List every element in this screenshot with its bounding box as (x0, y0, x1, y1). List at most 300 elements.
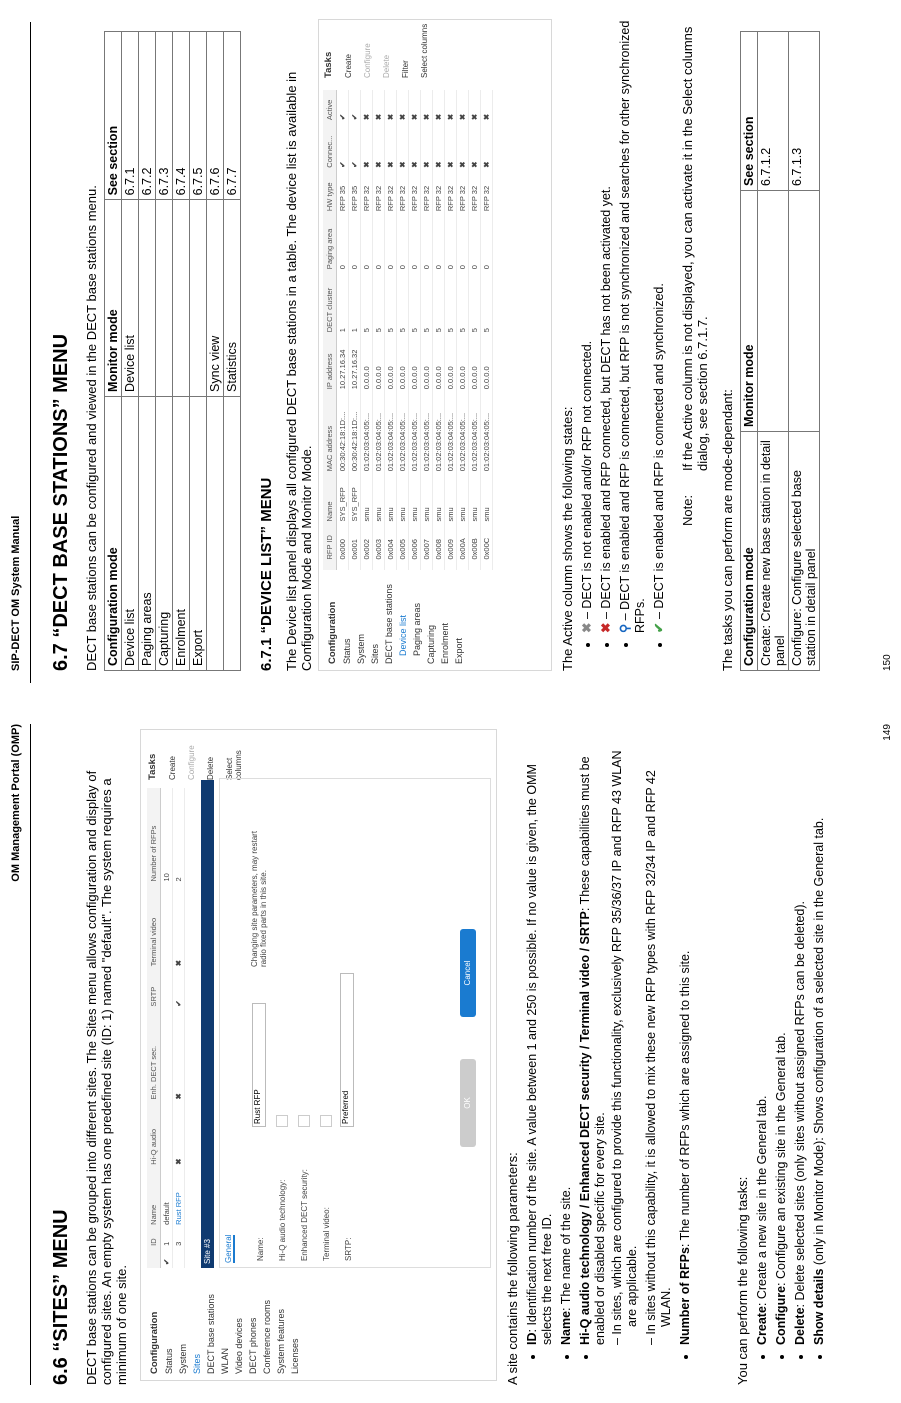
table-row (789, 32, 820, 671)
cell (161, 969, 173, 1009)
info-text: Changing site parameters, may restart radio fixed parts in this site. (250, 830, 268, 967)
row-checkbox[interactable] (361, 563, 373, 570)
label-srtp: SRTP: (344, 1237, 353, 1261)
task-create[interactable]: Create (344, 53, 353, 78)
param-label: ID (525, 1332, 539, 1345)
cell: 3 (173, 1228, 185, 1249)
task-item (774, 725, 789, 1345)
intro-paragraph: DECT base stations can be configured and viewed in the DECT base stations menu. (84, 185, 99, 671)
tab-general[interactable]: General (224, 1234, 233, 1263)
cell: 0x001 (349, 524, 361, 562)
cell: 6.7.1 (122, 32, 139, 200)
task-select-columns[interactable]: Select columns (420, 23, 429, 78)
cell: Sync view (207, 200, 224, 397)
col-header[interactable]: Paging area (323, 214, 337, 272)
sidebar-item[interactable]: Export (454, 637, 464, 664)
sidebar-item[interactable]: System (356, 633, 366, 664)
cell: 01:02:03:04:05:... (481, 392, 493, 474)
cell: 0x00C (481, 524, 493, 562)
table-header-row (147, 788, 161, 1268)
disconnected-icon: ✖ (445, 123, 457, 171)
cell: smu (433, 474, 445, 524)
sub-item: – In sites without this capability, it is allowed to mix these new RFP types with RFP 32/34 IP and RFP 42 WLAN. (644, 745, 674, 1327)
sidebar-item[interactable]: Video devices (234, 1318, 244, 1374)
col-header[interactable]: Hi-Q audio (147, 1103, 161, 1168)
col-header: Configuration mode (105, 396, 122, 670)
row-checkbox[interactable] (481, 563, 493, 570)
terminal-video-checkbox[interactable] (320, 1115, 332, 1127)
task-delete[interactable]: Delete (382, 54, 391, 78)
disconnected-icon: ✖ (433, 123, 445, 171)
device-list-screenshot (318, 19, 552, 671)
col-header[interactable] (147, 1249, 161, 1268)
row-checkbox[interactable] (337, 563, 349, 570)
tasks-panel (147, 730, 253, 780)
task-filter[interactable]: Filter (401, 60, 410, 78)
state-item (618, 8, 648, 633)
cell: 00:30:42:18:1D:... (349, 392, 361, 474)
enh-sec-checkbox[interactable] (298, 1115, 310, 1127)
col-header: See section (741, 32, 758, 191)
table-row[interactable] (433, 90, 445, 570)
disconnected-icon: ✖ (421, 123, 433, 171)
label-terminal-video: Terminal video: (322, 1207, 331, 1261)
cell: RFP 32 (397, 171, 409, 214)
cell: 0.0.0.0 (409, 335, 421, 392)
cell (190, 200, 207, 397)
cell: 01:02:03:04:05:... (373, 392, 385, 474)
cell: smu (385, 474, 397, 524)
col-header[interactable]: Active (323, 90, 337, 123)
cell: 01:02:03:04:05:... (469, 392, 481, 474)
table-row[interactable] (361, 90, 373, 570)
cell: 01:02:03:04:05:... (385, 392, 397, 474)
param-label: Hi-Q audio technology / Enhanced DECT security / Terminal video / SRTP (578, 911, 592, 1345)
row-checkbox[interactable] (457, 563, 469, 570)
table-row[interactable] (421, 90, 433, 570)
cell: 6.7.1.3 (789, 32, 820, 191)
cancel-button[interactable]: Cancel (460, 929, 476, 1017)
cell: Device list (122, 396, 139, 670)
state-text: – DECT is enabled and RFP is connected, but RFP is not synchronized and searches for other synchronized RFPs. (618, 20, 647, 633)
cell (161, 885, 173, 970)
state-item (599, 8, 614, 633)
param-text: : The number of RFPs which are assigned to this site. (678, 950, 692, 1248)
tasks-table (740, 31, 820, 671)
cell: 0 (361, 214, 373, 272)
sidebar-nav (149, 1284, 304, 1374)
col-header[interactable]: DECT cluster (323, 272, 337, 335)
table-row (758, 32, 789, 671)
col-header[interactable] (323, 563, 337, 570)
cell: 0.0.0.0 (373, 335, 385, 392)
row-checkbox[interactable] (397, 563, 409, 570)
row-checkbox[interactable] (421, 563, 433, 570)
dialog-title-bar: Site #3 (201, 780, 214, 1268)
param-text: : Identification number of the site. A value between 1 and 250 is possible. If no value is given, the OMM selects the next free ID. (525, 764, 554, 1345)
cell: RFP 35 (337, 171, 349, 214)
cell: Capturing (156, 396, 173, 670)
cell (156, 200, 173, 397)
cell: Paging areas (139, 396, 156, 670)
sidebar-item[interactable]: Status (342, 638, 352, 664)
ok-button[interactable]: OK (460, 1059, 476, 1147)
task-text: : Configure an existing site in the General tab. (774, 1032, 788, 1286)
table-row[interactable] (385, 90, 397, 570)
params-intro: A site contains the following parameters: (505, 1152, 520, 1385)
cell: 6.7.3 (156, 32, 173, 200)
table-row (190, 32, 207, 671)
sidebar-item[interactable]: Paging areas (412, 602, 422, 656)
cell: RFP 32 (457, 171, 469, 214)
cell: 5 (409, 272, 421, 335)
sites-screenshot (140, 729, 497, 1381)
inactive-icon: ✖ (469, 90, 481, 123)
hiq-checkbox[interactable] (276, 1115, 288, 1127)
sub-item: – In sites, which are configured to provide this functionality, exclusively RFP 35/36/37 IP and RFP 43 WLAN are applicable. (610, 745, 640, 1327)
header-rule (30, 22, 31, 683)
sidebar-item[interactable]: DECT base stations (206, 1294, 216, 1374)
cell: 5 (469, 272, 481, 335)
cell: smu (445, 474, 457, 524)
label-enh-sec: Enhanced DECT security: (300, 1169, 309, 1261)
subsection-title: 6.7.1 “DEVICE LIST” MENU (258, 477, 275, 671)
table-row[interactable] (409, 90, 421, 570)
task-text: (only in Monitor Mode): Shows configuration of a selected site in the General tab. (812, 817, 826, 1269)
cell: 5 (397, 272, 409, 335)
cell (173, 200, 190, 397)
site-dialog (219, 778, 491, 1268)
col-header[interactable]: Connec... (323, 123, 337, 171)
cell: 01:02:03:04:05:... (397, 392, 409, 474)
cell: smu (409, 474, 421, 524)
cell: 1 (349, 272, 361, 335)
disconnected-icon: ✖ (361, 123, 373, 171)
task-select-columns[interactable]: Select columns (225, 750, 243, 780)
cell: RFP 32 (481, 171, 493, 214)
task-configure[interactable]: Configure (187, 745, 196, 780)
cell: 6.7.5 (190, 32, 207, 200)
table-header-row (105, 32, 122, 671)
task-text: : Create a new site in the General tab. (755, 1095, 769, 1307)
sidebar-item[interactable]: System (178, 1343, 188, 1374)
cell: 5 (445, 272, 457, 335)
cell: 6.7.2 (139, 32, 156, 200)
col-header[interactable]: Enh. DECT sec. (147, 1010, 161, 1103)
inactive-icon: ✖ (457, 90, 469, 123)
disconnected-icon: ✖ (481, 123, 493, 171)
row-checkbox[interactable] (373, 563, 385, 570)
inactive-icon: ✖ (433, 90, 445, 123)
cell: smu (397, 474, 409, 524)
sites-table (147, 788, 185, 1268)
note-label: Note: (680, 494, 695, 526)
cell: 01:02:03:04:05:... (445, 392, 457, 474)
cell: 01:02:03:04:05:... (433, 392, 445, 474)
task-label: Configure (774, 1285, 788, 1345)
cell: 1 (161, 1228, 173, 1249)
cell: smu (421, 474, 433, 524)
inactive-icon: ✖ (385, 90, 397, 123)
table-header-row (323, 90, 337, 570)
param-rfps (678, 745, 693, 1345)
sidebar-item[interactable]: Conference rooms (262, 1299, 272, 1374)
cell: 0x002 (361, 524, 373, 562)
cell: 6.7.6 (207, 32, 224, 200)
cell: 5 (385, 272, 397, 335)
table-row (156, 32, 173, 671)
table-row[interactable] (173, 788, 185, 1268)
col-header[interactable]: Terminal video (147, 885, 161, 970)
table-row[interactable] (337, 90, 349, 570)
param-id (525, 745, 555, 1345)
inactive-icon: ✖ (361, 90, 373, 123)
cell: 5 (373, 272, 385, 335)
section-title: 6.6 “SITES” MENU (50, 1209, 72, 1385)
cell: 0x007 (421, 524, 433, 562)
table-row (173, 32, 190, 671)
cell: 0.0.0.0 (385, 335, 397, 392)
state-item (580, 8, 595, 633)
cell: 0 (349, 214, 361, 272)
cell: Enrolment (173, 396, 190, 670)
cell: 0 (445, 214, 457, 272)
sidebar-item-active[interactable]: Device list (398, 614, 408, 656)
disconnected-icon: ✖ (373, 123, 385, 171)
row-checkbox[interactable] (409, 563, 421, 570)
cell: 0 (337, 214, 349, 272)
row-checkbox[interactable] (469, 563, 481, 570)
page-number: 150 (882, 654, 893, 671)
cell: smu (373, 474, 385, 524)
label-hiq: Hi-Q audio technology: (278, 1179, 287, 1261)
subsection-intro: The Device list panel displays all configured DECT base stations in a table. The device list is available in Configuration Mode and Monitor Mode. (284, 71, 314, 671)
cell: 10.27.16.34 (337, 335, 349, 392)
task-label: Create (755, 1306, 769, 1345)
inactive-icon: ✖ (409, 90, 421, 123)
cell: 0x009 (445, 524, 457, 562)
cell: 0 (433, 214, 445, 272)
cell: 5 (433, 272, 445, 335)
cell: 0 (469, 214, 481, 272)
table-row[interactable] (469, 90, 481, 570)
table-row[interactable] (445, 90, 457, 570)
table-row (122, 32, 139, 671)
sidebar-item[interactable]: System features (276, 1308, 286, 1374)
sidebar-item[interactable]: Status (164, 1348, 174, 1374)
srtp-select[interactable]: Preferred (340, 973, 354, 1127)
checkmark-icon: ✔ (652, 622, 666, 633)
cell: 0x000 (337, 524, 349, 562)
cell: smu (361, 474, 373, 524)
cell: 0.0.0.0 (361, 335, 373, 392)
label-name: Name: (256, 1237, 265, 1261)
connected-icon: ✔ (337, 123, 349, 171)
cell: 2 (173, 788, 185, 885)
table-row[interactable] (349, 90, 361, 570)
inactive-icon: ✖ (445, 90, 457, 123)
cell: 01:02:03:04:05:... (409, 392, 421, 474)
row-checkbox[interactable] (445, 563, 457, 570)
tasks-intro: The tasks you can perform are mode-dependant: (720, 389, 735, 671)
param-text: : These capabilities must be enabled or disabled specific for every site. (578, 756, 607, 1345)
tasks-list (755, 725, 831, 1363)
sidebar-item[interactable]: Capturing (426, 624, 436, 664)
col-header[interactable]: IP address (323, 335, 337, 392)
cell: 6.7.7 (224, 32, 241, 200)
inactive-icon: ✖ (373, 90, 385, 123)
sidebar-item[interactable]: Sites (370, 643, 380, 664)
task-label: Delete (793, 1307, 807, 1345)
tasks-title: Tasks (147, 753, 158, 780)
cell: 0 (409, 214, 421, 272)
intro-paragraph: DECT base stations can be grouped into different sites. The Sites menu allows configuration and display of configured sites. An empty system has one predefined site (ID: 1) named "default". The system requires a minimum of one site. (84, 770, 129, 1385)
col-header: See section (105, 32, 122, 200)
cell: 0x00B (469, 524, 481, 562)
table-row (139, 32, 156, 671)
disconnected-icon: ✖ (397, 123, 409, 171)
cell: 0.0.0.0 (445, 335, 457, 392)
cell: 0.0.0.0 (469, 335, 481, 392)
state-text: – DECT is not enabled and/or RFP not connected. (580, 340, 594, 620)
cell: Statistics (224, 200, 241, 397)
page-number: 149 (882, 724, 893, 741)
table-row[interactable] (397, 90, 409, 570)
cell: 0 (481, 214, 493, 272)
col-header[interactable]: RFP ID (323, 524, 337, 562)
tasks-title: Tasks (323, 51, 334, 78)
name-input[interactable]: Rust RFP (252, 1003, 266, 1127)
connected-icon: ✔ (349, 123, 361, 171)
active-intro: The Active column shows the following states: (560, 406, 575, 671)
cell: SYS_RFP (337, 474, 349, 524)
cell: Configure: Configure selected base station in detail panel (789, 432, 820, 671)
cell: 5 (361, 272, 373, 335)
cell: 01:02:03:04:05:... (421, 392, 433, 474)
cell: RFP 32 (469, 171, 481, 214)
cell: 0x005 (397, 524, 409, 562)
cell (207, 396, 224, 670)
sidebar-item[interactable]: Configuration (327, 601, 338, 664)
cell (161, 1010, 173, 1103)
cell: default (161, 1168, 173, 1228)
table-header-row (741, 32, 758, 671)
col-header[interactable]: HW type (323, 171, 337, 214)
task-configure[interactable]: Configure (363, 43, 372, 78)
cell: 0.0.0.0 (481, 335, 493, 392)
task-text: : Delete selected sites (only sites without assigned RFPs can be deleted). (793, 901, 807, 1308)
sidebar-nav (327, 574, 468, 664)
running-header: OM Management Portal (OMP) (10, 724, 22, 882)
col-header[interactable]: MAC address (323, 392, 337, 474)
section-title: 6.7 “DECT BASE STATIONS” MENU (50, 333, 72, 671)
col-header[interactable]: Name (323, 474, 337, 524)
cell: ✖ (173, 1010, 185, 1103)
header-rule (30, 724, 31, 1385)
table-row (224, 32, 241, 671)
cell: 0 (457, 214, 469, 272)
sidebar-item[interactable]: WLAN (220, 1347, 230, 1374)
cell: 0x006 (409, 524, 421, 562)
table-row[interactable] (481, 90, 493, 570)
cell: 0.0.0.0 (433, 335, 445, 392)
task-item (755, 725, 770, 1345)
cell: ✖ (173, 885, 185, 970)
cell: 0x003 (373, 524, 385, 562)
cell (173, 1249, 185, 1268)
cell: 5 (457, 272, 469, 335)
grey-x-icon: ✖ (580, 622, 594, 633)
sidebar-item[interactable]: Configuration (149, 1311, 160, 1374)
cell: 10.27.16.32 (349, 335, 361, 392)
cell (139, 200, 156, 397)
row-checkbox[interactable] (349, 563, 361, 570)
cell: 00:30:42:18:1D:... (337, 392, 349, 474)
sidebar-item[interactable]: DECT base stations (384, 584, 394, 664)
cell (758, 191, 789, 432)
sidebar-item[interactable]: Enrolment (440, 622, 450, 664)
row-checkbox[interactable] (433, 563, 445, 570)
col-header: Monitor mode (741, 191, 758, 432)
cell (161, 1103, 173, 1168)
col-header[interactable]: ID (147, 1228, 161, 1249)
cell: 0 (385, 214, 397, 272)
cell: 10 (161, 788, 173, 885)
cell: Device list (122, 200, 139, 397)
cell: 0 (373, 214, 385, 272)
search-icon: ⚲ (618, 623, 632, 633)
sidebar-item[interactable]: DECT phones (248, 1317, 258, 1374)
task-create[interactable]: Create (168, 755, 177, 780)
cell: 01:02:03:04:05:... (361, 392, 373, 474)
note-text: If the Active column is not displayed, you can activate it in the Select columns dialog, see section 6.7.1.7. (680, 26, 710, 471)
col-header[interactable]: SRTP (147, 969, 161, 1009)
cell: smu (457, 474, 469, 524)
sidebar-item[interactable]: Licenses (290, 1338, 300, 1374)
modes-table (104, 31, 241, 671)
cell: Export (190, 396, 207, 670)
inactive-icon: ✖ (421, 90, 433, 123)
param-label: Number of RFPs (678, 1247, 692, 1345)
cell: 0.0.0.0 (457, 335, 469, 392)
cell: RFP 32 (409, 171, 421, 214)
table-row[interactable] (373, 90, 385, 570)
col-header: Configuration mode (741, 432, 758, 671)
cell: RFP 32 (385, 171, 397, 214)
sidebar-item-active[interactable]: Sites (192, 1353, 202, 1374)
page-150 (0, 0, 901, 701)
device-table (323, 90, 493, 570)
disconnected-icon: ✖ (469, 123, 481, 171)
table-row[interactable] (161, 788, 173, 1268)
table-row[interactable] (457, 90, 469, 570)
task-delete[interactable]: Delete (206, 756, 215, 780)
capabilities-sublist (610, 745, 674, 1345)
cell: 5 (481, 272, 493, 335)
active-icon: ✔ (337, 90, 349, 123)
cell: 0x00A (457, 524, 469, 562)
col-header[interactable]: Number of RFPs (147, 788, 161, 885)
col-header[interactable]: Name (147, 1168, 161, 1228)
param-name (559, 745, 574, 1345)
disconnected-icon: ✖ (457, 123, 469, 171)
cell: 0 (397, 214, 409, 272)
cell: 6.7.4 (173, 32, 190, 200)
row-checkbox[interactable] (385, 563, 397, 570)
cell: RFP 32 (373, 171, 385, 214)
device-rows (337, 90, 493, 570)
page-149 (0, 702, 901, 1403)
